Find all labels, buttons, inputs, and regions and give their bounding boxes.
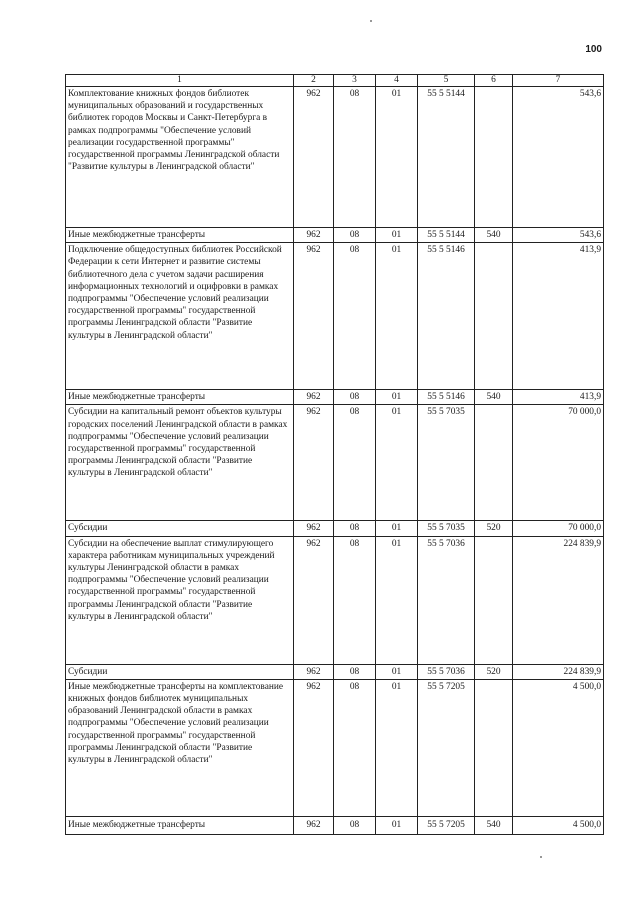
row-description: Иные межбюджетные трансферты на комплектование книжных фондов библиотек муниципальных образований Ленинградской области в рамках подпрограммы "Обеспечение условий реализации государственной программы" государственной программы Ленинградской области "Развитие культуры в Ленинградской области"	[66, 679, 294, 816]
row-description: Иные межбюджетные трансферты	[66, 390, 294, 405]
cell-target-article: 55 5 7036	[418, 536, 475, 664]
cell-section: 08	[334, 521, 376, 536]
table-row	[66, 816, 604, 834]
cell-amount: 224 839,9	[513, 536, 604, 664]
column-header: 7	[513, 75, 604, 87]
cell-expense-type	[475, 405, 513, 521]
cell-target-article: 55 5 7205	[418, 816, 475, 834]
row-description: Субсидии на капитальный ремонт объектов культуры городских поселений Ленинградской области в рамках подпрограммы "Обеспечение условий реализации государственной программы" государственной программы Ленинградской области "Развитие культуры в Ленинградской области"	[66, 405, 294, 521]
table-row	[66, 87, 604, 228]
cell-subsection: 01	[376, 664, 418, 679]
cell-amount: 70 000,0	[513, 521, 604, 536]
cell-section: 08	[334, 816, 376, 834]
cell-amount: 543,6	[513, 87, 604, 228]
cell-section: 08	[334, 228, 376, 243]
cell-ministry-code: 962	[294, 405, 334, 521]
cell-ministry-code: 962	[294, 664, 334, 679]
cell-target-article: 55 5 5146	[418, 390, 475, 405]
cell-section: 08	[334, 664, 376, 679]
column-header: 3	[334, 75, 376, 87]
cell-subsection: 01	[376, 521, 418, 536]
row-description: Иные межбюджетные трансферты	[66, 816, 294, 834]
table-row	[66, 521, 604, 536]
cell-expense-type: 520	[475, 664, 513, 679]
cell-target-article: 55 5 5146	[418, 243, 475, 390]
table-row	[66, 228, 604, 243]
scan-speck-top	[370, 20, 372, 22]
cell-section: 08	[334, 536, 376, 664]
row-description: Субсидии	[66, 521, 294, 536]
cell-expense-type	[475, 87, 513, 228]
cell-section: 08	[334, 87, 376, 228]
row-description: Подключение общедоступных библиотек Российской Федерации к сети Интернет и развитие системы библиотечного дела с учетом задачи расширения информационных технологий и оцифровки в рамках подпрограммы "Обеспечение условий реализации государственной программы" государственной программы Ленинградской области "Развитие культуры в Ленинградской области"	[66, 243, 294, 390]
scan-speck-bottom	[540, 856, 542, 858]
table-row	[66, 536, 604, 664]
page-number: 100	[585, 44, 602, 55]
table-row	[66, 390, 604, 405]
column-header: 2	[294, 75, 334, 87]
cell-expense-type: 520	[475, 521, 513, 536]
cell-amount: 413,9	[513, 243, 604, 390]
cell-target-article: 55 5 7205	[418, 679, 475, 816]
cell-amount: 413,9	[513, 390, 604, 405]
cell-ministry-code: 962	[294, 679, 334, 816]
row-description: Субсидии	[66, 664, 294, 679]
cell-subsection: 01	[376, 87, 418, 228]
cell-target-article: 55 5 5144	[418, 228, 475, 243]
table-row	[66, 243, 604, 390]
cell-section: 08	[334, 390, 376, 405]
cell-amount: 4 500,0	[513, 679, 604, 816]
cell-subsection: 01	[376, 816, 418, 834]
cell-expense-type: 540	[475, 390, 513, 405]
row-description: Субсидии на обеспечение выплат стимулирующего характера работникам муниципальных учреждений культуры Ленинградской области в рамках подпрограммы "Обеспечение условий реализации государственной программы" государственной программы Ленинградской области "Развитие культуры в Ленинградской области"	[66, 536, 294, 664]
table-row	[66, 405, 604, 521]
cell-amount: 224 839,9	[513, 664, 604, 679]
cell-expense-type	[475, 679, 513, 816]
column-header: 5	[418, 75, 475, 87]
cell-section: 08	[334, 243, 376, 390]
cell-subsection: 01	[376, 536, 418, 664]
column-header: 6	[475, 75, 513, 87]
table-row	[66, 679, 604, 816]
cell-section: 08	[334, 679, 376, 816]
cell-ministry-code: 962	[294, 521, 334, 536]
cell-section: 08	[334, 405, 376, 521]
cell-target-article: 55 5 7035	[418, 405, 475, 521]
cell-target-article: 55 5 7036	[418, 664, 475, 679]
cell-ministry-code: 962	[294, 87, 334, 228]
column-header: 4	[376, 75, 418, 87]
cell-ministry-code: 962	[294, 228, 334, 243]
cell-ministry-code: 962	[294, 243, 334, 390]
cell-amount: 543,6	[513, 228, 604, 243]
cell-expense-type: 540	[475, 816, 513, 834]
cell-subsection: 01	[376, 679, 418, 816]
table-header-row	[66, 75, 604, 87]
cell-expense-type	[475, 243, 513, 390]
cell-amount: 4 500,0	[513, 816, 604, 834]
cell-expense-type: 540	[475, 228, 513, 243]
cell-ministry-code: 962	[294, 390, 334, 405]
budget-table	[65, 74, 604, 835]
cell-target-article: 55 5 7035	[418, 521, 475, 536]
cell-ministry-code: 962	[294, 816, 334, 834]
cell-subsection: 01	[376, 243, 418, 390]
cell-subsection: 01	[376, 390, 418, 405]
cell-subsection: 01	[376, 405, 418, 521]
cell-subsection: 01	[376, 228, 418, 243]
column-header: 1	[66, 75, 294, 87]
cell-target-article: 55 5 5144	[418, 87, 475, 228]
row-description: Комплектование книжных фондов библиотек муниципальных образований и государственных библиотек городов Москвы и Санкт-Петербурга в рамках подпрограммы "Обеспечение условий реализации государственной программы" государственной программы Ленинградской области "Развитие культуры в Ленинградской области"	[66, 87, 294, 228]
table-row	[66, 664, 604, 679]
cell-ministry-code: 962	[294, 536, 334, 664]
cell-amount: 70 000,0	[513, 405, 604, 521]
cell-expense-type	[475, 536, 513, 664]
row-description: Иные межбюджетные трансферты	[66, 228, 294, 243]
